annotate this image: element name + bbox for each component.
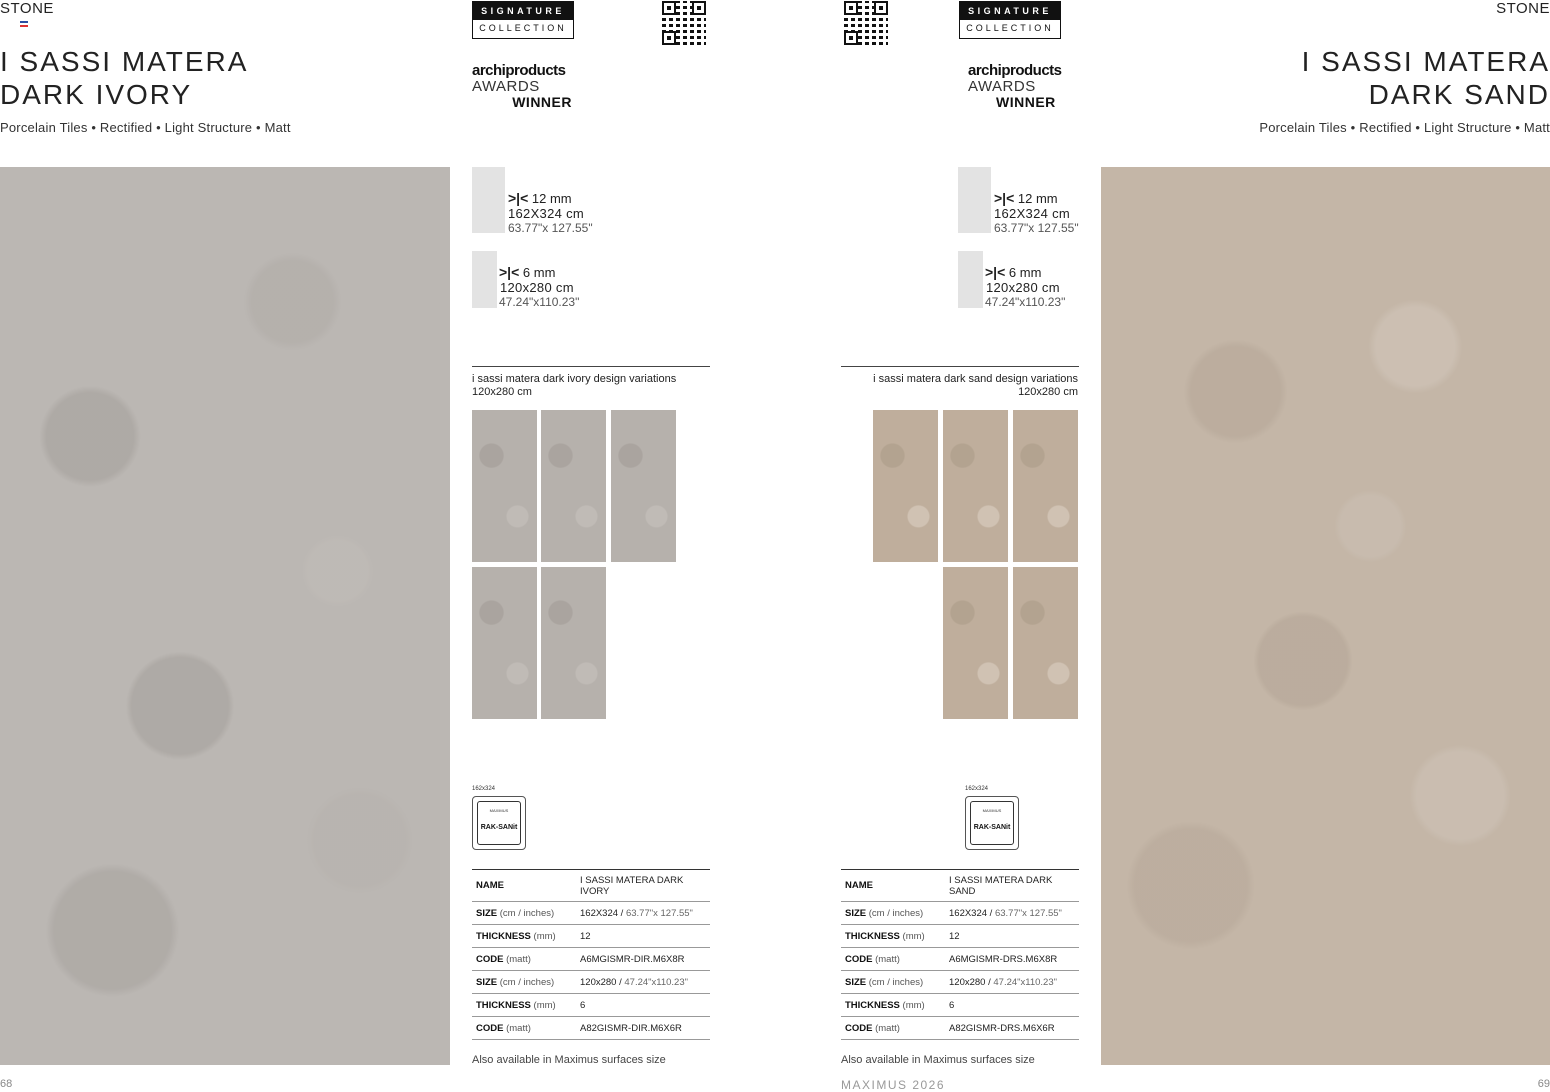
spec-row-size: SIZE (cm / inches) 120x280 / 47.24"x110.23" xyxy=(841,971,1079,994)
variations-divider xyxy=(472,366,710,367)
size-block-6mm xyxy=(499,264,579,309)
rak-sanit-badge: MAXIMUS RAK-SANit xyxy=(472,796,526,850)
spec-row-code: CODE (matt) A82GISMR-DRS.M6X6R xyxy=(841,1017,1079,1040)
qr-code-icon[interactable] xyxy=(844,1,888,45)
award-line: AWARDS xyxy=(968,78,1036,95)
thickness-label: >|< 6 mm xyxy=(499,264,556,280)
flag-icon xyxy=(20,21,28,27)
size-swatch-small xyxy=(958,251,983,308)
spec-row-thickness: THICKNESS (mm) 6 xyxy=(841,994,1079,1017)
spec-row-size: SIZE (cm / inches) 162X324 / 63.77"x 127.55" xyxy=(472,902,710,925)
size-swatch-small xyxy=(472,251,497,308)
format-label: 162x324 xyxy=(472,786,496,792)
footer-brand: MAXIMUS 2026 xyxy=(841,1078,946,1092)
archiproducts-award-badge xyxy=(472,62,572,110)
spec-row-size: SIZE (cm / inches) 120x280 / 47.24"x110.23" xyxy=(472,971,710,994)
section-label-left: STONE xyxy=(0,0,54,17)
dimension-inches: 47.24"x110.23" xyxy=(985,295,1066,309)
signature-collection-badge xyxy=(472,1,574,39)
product-subtitle-right: Porcelain Tiles • Rectified • Light Structure • Matt xyxy=(1259,120,1550,135)
dimension-inches: 47.24"x110.23" xyxy=(499,295,580,309)
spec-row-thickness: THICKNESS (mm) 12 xyxy=(841,925,1079,948)
product-title-left xyxy=(0,45,248,111)
spec-row-code: CODE (matt) A82GISMR-DIR.M6X6R xyxy=(472,1017,710,1040)
dimension-cm: 120x280 cm xyxy=(986,280,1060,295)
thickness-icon: >|< xyxy=(985,264,1006,280)
dimension-inches: 63.77"x 127.55" xyxy=(508,221,593,235)
variation-tile[interactable] xyxy=(943,567,1008,719)
product-subtitle-left: Porcelain Tiles • Rectified • Light Structure • Matt xyxy=(0,120,291,135)
qr-code-icon[interactable] xyxy=(662,1,706,45)
thickness-label: >|< 12 mm xyxy=(508,190,572,206)
format-label: 162x324 xyxy=(965,786,989,792)
size-block-6mm xyxy=(985,264,1065,309)
slab-image-ivory xyxy=(0,167,450,1065)
spec-row-thickness: THICKNESS (mm) 12 xyxy=(472,925,710,948)
variation-tile[interactable] xyxy=(1013,567,1078,719)
variations-caption: i sassi matera dark ivory design variations 120x280 cm xyxy=(472,373,677,398)
spec-table-left xyxy=(472,869,710,1040)
size-swatch-large xyxy=(472,167,505,233)
page-number-left: 68 xyxy=(0,1078,13,1090)
spec-row-code: CODE (matt) A6MGISMR-DRS.M6X8R xyxy=(841,948,1079,971)
archiproducts-award-badge xyxy=(968,62,1068,110)
spec-row-name: NAME I SASSI MATERA DARK IVORY xyxy=(472,870,710,902)
signature-bottom: COLLECTION xyxy=(966,23,1054,33)
dimension-cm: 120x280 cm xyxy=(500,280,574,295)
variation-tile[interactable] xyxy=(541,567,606,719)
rak-sanit-badge: MAXIMUS RAK-SANit xyxy=(965,796,1019,850)
variation-tile[interactable] xyxy=(873,410,938,562)
dimension-cm: 162X324 cm xyxy=(994,206,1070,221)
thickness-icon: >|< xyxy=(499,264,520,280)
award-winner: WINNER xyxy=(996,94,1056,110)
signature-top: SIGNATURE xyxy=(473,2,573,20)
slab-image-sand xyxy=(1101,167,1550,1065)
title-line-1: I SASSI MATERA xyxy=(0,46,249,77)
spec-row-code: CODE (matt) A6MGISMR-DIR.M6X8R xyxy=(472,948,710,971)
signature-collection-badge xyxy=(959,1,1061,39)
size-block-12mm xyxy=(994,190,1079,235)
thickness-label: >|< 6 mm xyxy=(985,264,1042,280)
thickness-icon: >|< xyxy=(508,190,529,206)
spec-row-size: SIZE (cm / inches) 162X324 / 63.77"x 127.55" xyxy=(841,902,1079,925)
title-line-1: I SASSI MATERA xyxy=(1301,46,1550,77)
size-swatch-large xyxy=(958,167,991,233)
page-number-right: 69 xyxy=(1537,1078,1550,1090)
award-brand: archiproducts xyxy=(472,62,566,79)
also-available-note: Also available in Maximus surfaces size xyxy=(841,1054,1035,1066)
variation-tile[interactable] xyxy=(472,567,537,719)
section-label-right: STONE xyxy=(1496,0,1550,17)
award-winner: WINNER xyxy=(512,94,572,110)
product-title-right xyxy=(1302,45,1550,111)
variation-tile[interactable] xyxy=(541,410,606,562)
dimension-cm: 162X324 cm xyxy=(508,206,584,221)
variation-tile[interactable] xyxy=(1013,410,1078,562)
variations-divider xyxy=(841,366,1079,367)
spec-row-thickness: THICKNESS (mm) 6 xyxy=(472,994,710,1017)
also-available-note: Also available in Maximus surfaces size xyxy=(472,1054,666,1066)
title-line-2: DARK SAND xyxy=(1368,79,1550,110)
thickness-icon: >|< xyxy=(994,190,1015,206)
signature-top: SIGNATURE xyxy=(960,2,1060,20)
variation-tile[interactable] xyxy=(611,410,676,562)
award-line: AWARDS xyxy=(472,78,540,95)
award-brand: archiproducts xyxy=(968,62,1062,79)
signature-bottom: COLLECTION xyxy=(479,23,567,33)
spec-table-right xyxy=(841,869,1079,1040)
thickness-label: >|< 12 mm xyxy=(994,190,1058,206)
size-block-12mm xyxy=(508,190,593,235)
variation-tile[interactable] xyxy=(472,410,537,562)
variation-tile[interactable] xyxy=(943,410,1008,562)
variations-caption: i sassi matera dark sand design variations 120x280 cm xyxy=(873,373,1078,398)
spec-row-name: NAME I SASSI MATERA DARK SAND xyxy=(841,870,1079,902)
dimension-inches: 63.77"x 127.55" xyxy=(994,221,1079,235)
title-line-2: DARK IVORY xyxy=(0,79,193,110)
